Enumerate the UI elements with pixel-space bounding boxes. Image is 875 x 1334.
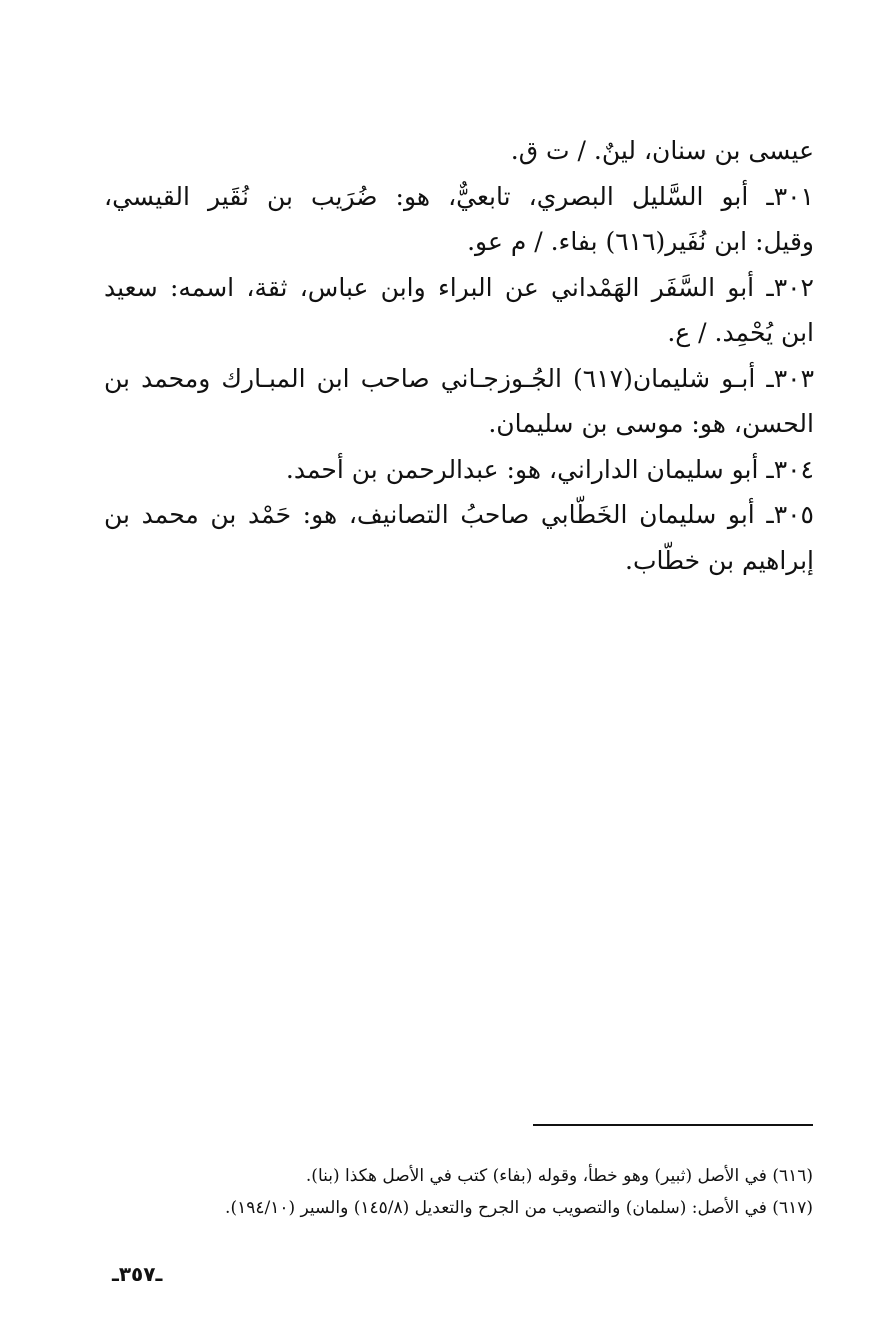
- text-line: إبراهيم بن خطّاب.: [625, 545, 814, 575]
- text-line: ٣٠٤ـ أبو سليمان الداراني، هو: عبدالرحمن بن أحمد.: [285, 454, 814, 484]
- text-line: ٣٠٣ـ أبـو شليمان(٦١٧) الجُـوزجـاني صاحب ابن المبـارك ومحمد بن: [104, 363, 814, 393]
- main-text-block: [104, 128, 814, 583]
- text-line: وقيل: ابن نُفَير(٦١٦) بفاء. / م عو.: [467, 227, 814, 256]
- footnote-divider: [533, 1124, 813, 1126]
- text-line: عيسى بن سنان، لينٌ. / ت ق.: [510, 136, 814, 165]
- text-line: ٣٠٢ـ أبو السَّفَر الهَمْداني عن البراء وابن عباس، ثقة، اسمه: سعيد: [104, 272, 814, 302]
- footnote-616: (٦١٦) في الأصل (ثبير) وهو خطأ، وقوله (بفاء) كتب في الأصل هكذا (بنا).: [305, 1166, 813, 1186]
- footnote-617: (٦١٧) في الأصل: (سلمان) والتصويب من الجرح والتعديل (١٤٥/٨) والسير (١٩٤/١٠).: [225, 1198, 813, 1218]
- page-number: ـ٣٥٧ـ: [112, 1262, 163, 1286]
- text-line: ابن يُحْمِد. / ع.: [667, 318, 814, 347]
- text-line: الحسن، هو: موسى بن سليمان.: [488, 409, 814, 438]
- footnotes-block: [110, 1160, 813, 1224]
- text-line: ٣٠١ـ أبو السَّليل البصري، تابعيٌّ، هو: ضُرَيب بن نُقَير القيسي،: [104, 181, 814, 211]
- text-line: ٣٠٥ـ أبو سليمان الخَطّابي صاحبُ التصانيف، هو: حَمْد بن محمد بن: [104, 500, 814, 529]
